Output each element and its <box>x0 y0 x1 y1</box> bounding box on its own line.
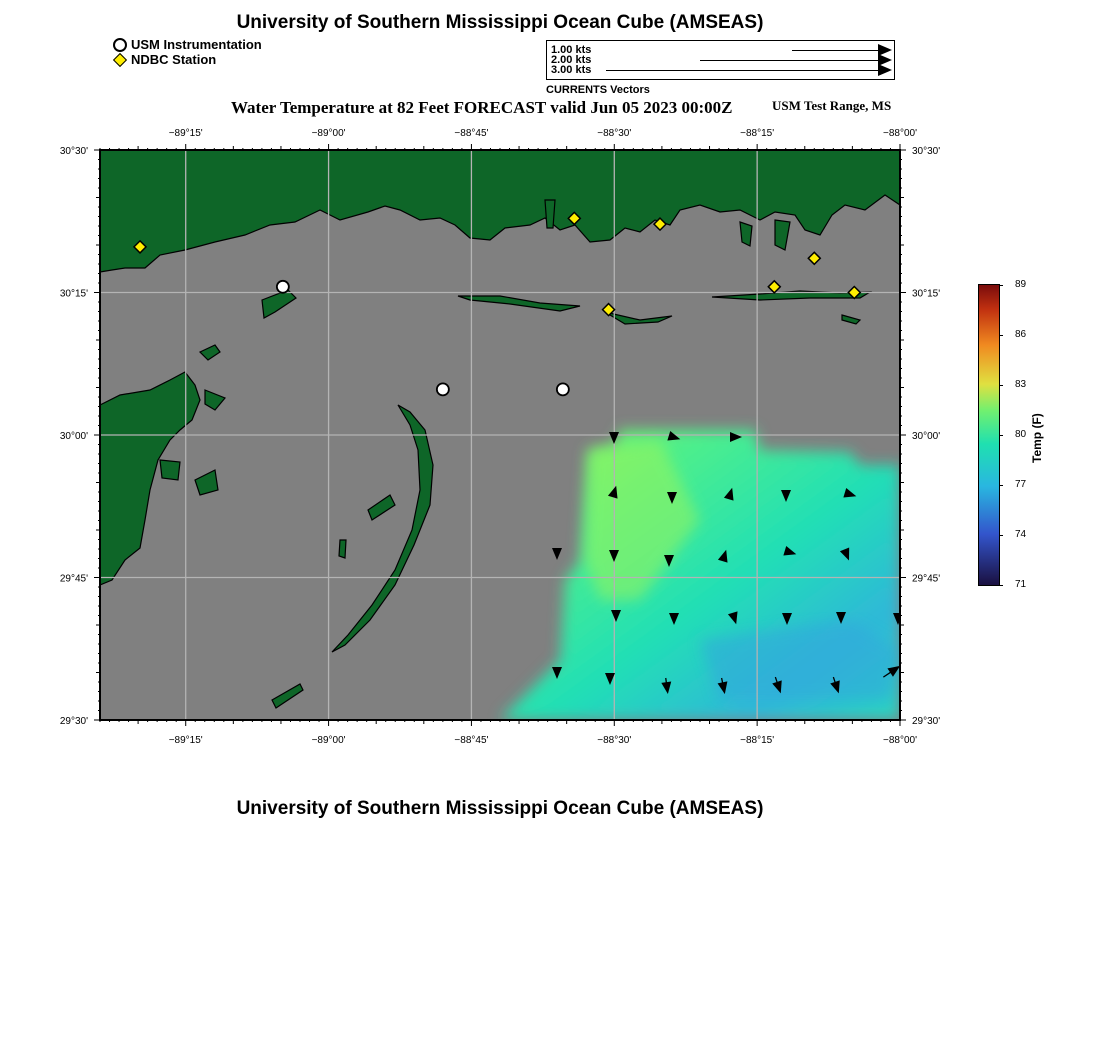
colorbar-tick-6 <box>999 585 1003 586</box>
lat-label-left-4: 29°30' <box>59 716 88 727</box>
colorbar-tick-1 <box>999 335 1003 336</box>
colorbar-title: Temp (F) <box>1030 413 1044 463</box>
legend-ndbc-label: NDBC Station <box>131 52 217 67</box>
legend-usm-label: USM Instrumentation <box>131 37 262 52</box>
colorbar-tick-0 <box>999 285 1003 286</box>
colorbar-tick-4 <box>999 485 1003 486</box>
footer-title: University of Southern Mississippi Ocean Cube (AMSEAS) <box>236 798 764 819</box>
usm-instrument-marker-0[interactable] <box>277 281 289 293</box>
lat-label-left-3: 29°45' <box>59 573 88 585</box>
vector-key-label-3: 3.00 kts <box>551 64 592 76</box>
lat-label-right-2: 30°00' <box>912 431 941 442</box>
range-label: USM Test Range, MS <box>772 98 892 113</box>
usm-instrument-marker-2[interactable] <box>557 383 569 395</box>
lon-label-bottom-2: −88°45' <box>454 735 489 746</box>
lon-label-bottom-3: −88°30' <box>597 735 632 746</box>
lon-label-top-2: −88°45' <box>454 128 489 139</box>
inlet-islet-2 <box>740 222 752 246</box>
colorbar-tick-2 <box>999 385 1003 386</box>
colorbar-label-5: 74 <box>1015 529 1027 540</box>
marsh-islet-3 <box>160 460 180 480</box>
lon-label-top-1: −89°00' <box>311 128 346 139</box>
lat-label-right-1: 30°15' <box>912 288 941 300</box>
colorbar-tick-3 <box>999 435 1003 436</box>
lon-label-bottom-1: −89°00' <box>311 735 346 746</box>
vector-key-label-2: 2.00 kts <box>551 54 592 66</box>
temperature-colorbar <box>978 284 1000 586</box>
colorbar-label-4: 77 <box>1015 479 1027 490</box>
lon-label-top-3: −88°30' <box>597 128 632 139</box>
lat-label-right-0: 30°30' <box>912 146 941 157</box>
lon-label-bottom-5: −88°00' <box>883 735 917 746</box>
lat-label-left-1: 30°15' <box>59 288 88 300</box>
vector-key-label-1: 1.00 kts <box>551 44 592 56</box>
marsh-islet-7 <box>339 540 346 558</box>
colorbar-label-1: 86 <box>1015 329 1027 340</box>
usm-instrument-marker-1[interactable] <box>437 383 449 395</box>
map-subtitle: Water Temperature at 82 Feet FORECAST valid Jun 05 2023 00:00Z <box>231 98 733 117</box>
lon-label-bottom-4: −88°15' <box>740 735 775 746</box>
vector-key-caption: CURRENTS Vectors <box>546 84 650 96</box>
lon-label-bottom-0: −89°15' <box>168 735 203 746</box>
colorbar-label-3: 80 <box>1015 429 1027 440</box>
colorbar-label-6: 71 <box>1015 579 1027 590</box>
lon-label-top-4: −88°15' <box>740 128 775 139</box>
lat-label-right-3: 29°45' <box>912 573 941 585</box>
colorbar-label-2: 83 <box>1015 379 1027 390</box>
lon-label-top-0: −89°15' <box>168 128 203 139</box>
colorbar-tick-5 <box>999 535 1003 536</box>
lat-label-left-2: 30°00' <box>59 431 88 442</box>
inlet-islet-1 <box>545 200 555 228</box>
map-title: University of Southern Mississippi Ocean Cube (AMSEAS) <box>236 12 764 33</box>
lat-label-left-0: 30°30' <box>59 146 88 157</box>
lat-label-right-4: 29°30' <box>912 716 941 727</box>
colorbar-label-0: 89 <box>1015 279 1027 290</box>
lon-label-top-5: −88°00' <box>883 128 917 139</box>
